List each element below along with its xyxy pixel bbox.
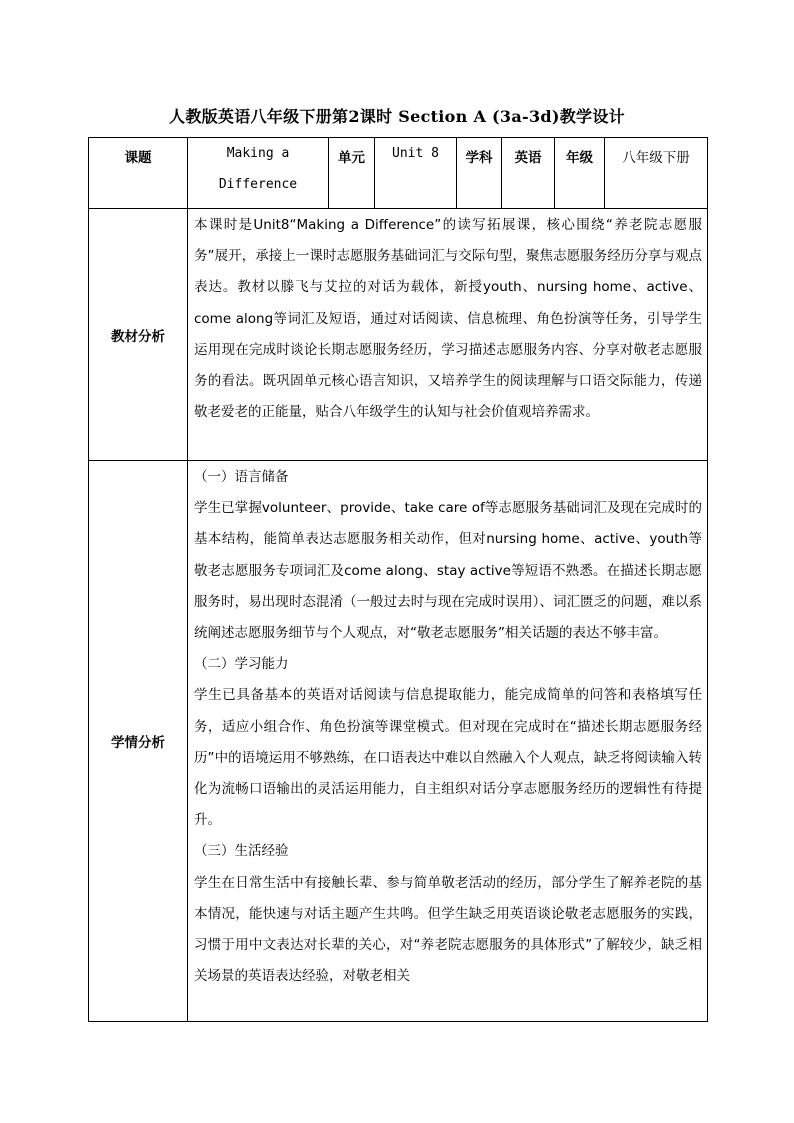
student-analysis-label: 学情分析 bbox=[89, 461, 188, 1022]
lesson-label: 课题 bbox=[89, 138, 188, 209]
section-heading-life: （三）生活经验 bbox=[194, 843, 289, 860]
unit-value: Unit 8 bbox=[375, 138, 457, 209]
subject-label: 学科 bbox=[457, 138, 502, 209]
subject-value: 英语 bbox=[502, 138, 555, 209]
lesson-value: Making a Difference bbox=[188, 138, 329, 209]
section-text-language: 学生已掌握volunteer、provide、take care of等志愿服务基础词汇及现在完成时的基本结构，能简单表达志愿服务相关动作，但对nursing home、active、youth等敬老志愿服务专项词汇及come along、stay active等短语不熟悉。在描述长期志愿服务时，易出现时态混淆（一般过去时与现在完成时误用）、词汇匮乏的问题，难以系统阐述志愿服务细节与个人观点，对“敬老志愿服务”相关话题的表达不够丰富。 bbox=[194, 500, 702, 642]
section-heading-language: （一）语言储备 bbox=[194, 469, 289, 485]
page-title: 人教版英语八年级下册第2课时 Section A (3a-3d)教学设计 bbox=[169, 107, 625, 126]
grade-value: 八年级下册 bbox=[605, 138, 708, 209]
section-text-learning: 学生已具备基本的英语对话阅读与信息提取能力，能完成简单的问答和表格填写任务，适应小组合作、角色扮演等课堂模式。但对现在完成时在“描述长期志愿服务经历”中的语境运用不够熟练，在口语表达中难以自然融入个人观点，缺乏将阅读输入转化为流畅口语输出的灵活运用能力，自主组织对话分享志愿服务经历的逻辑性有待提升。 bbox=[194, 687, 702, 829]
lesson-plan-table bbox=[88, 137, 708, 1022]
section-text-life: 学生在日常生活中有接触长辈、参与简单敬老活动的经历，部分学生了解养老院的基本情况，能快速与对话主题产生共鸣。但学生缺乏用英语谈论敬老志愿服务的实践，习惯于用中文表达对长辈的关心，对“养老院志愿服务的具体形式”了解较少，缺乏相关场景的英语表达经验，对敬老相关 bbox=[194, 874, 702, 985]
header-row bbox=[89, 138, 708, 209]
section-heading-learning: （二）学习能力 bbox=[194, 656, 289, 673]
student-analysis-content bbox=[188, 461, 708, 1022]
grade-label: 年级 bbox=[555, 138, 605, 209]
textbook-analysis-row bbox=[89, 209, 708, 461]
unit-label: 单元 bbox=[329, 138, 375, 209]
student-analysis-row bbox=[89, 461, 708, 1022]
textbook-analysis-text: 本课时是Unit8“Making a Difference”的读写拓展课，核心围绕“养老院志愿服务”展开，承接上一课时志愿服务基础词汇与交际句型，聚焦志愿服务经历分享与观点表达。教材以滕飞与艾拉的对话为载体，新授youth、nursing home、active、come along等词汇及短语，通过对话阅读、信息梳理、角色扮演等任务，引导学生运用现在完成时谈论长期志愿服务经历，学习描述志愿服务内容、分享对敬老志愿服务的看法。既巩固单元核心语言知识，又培养学生的阅读理解与口语交际能力，传递敬老爱老的正能量，贴合八年级学生的认知与社会价值观培养需求。 bbox=[188, 209, 708, 461]
textbook-analysis-label: 教材分析 bbox=[89, 209, 188, 461]
